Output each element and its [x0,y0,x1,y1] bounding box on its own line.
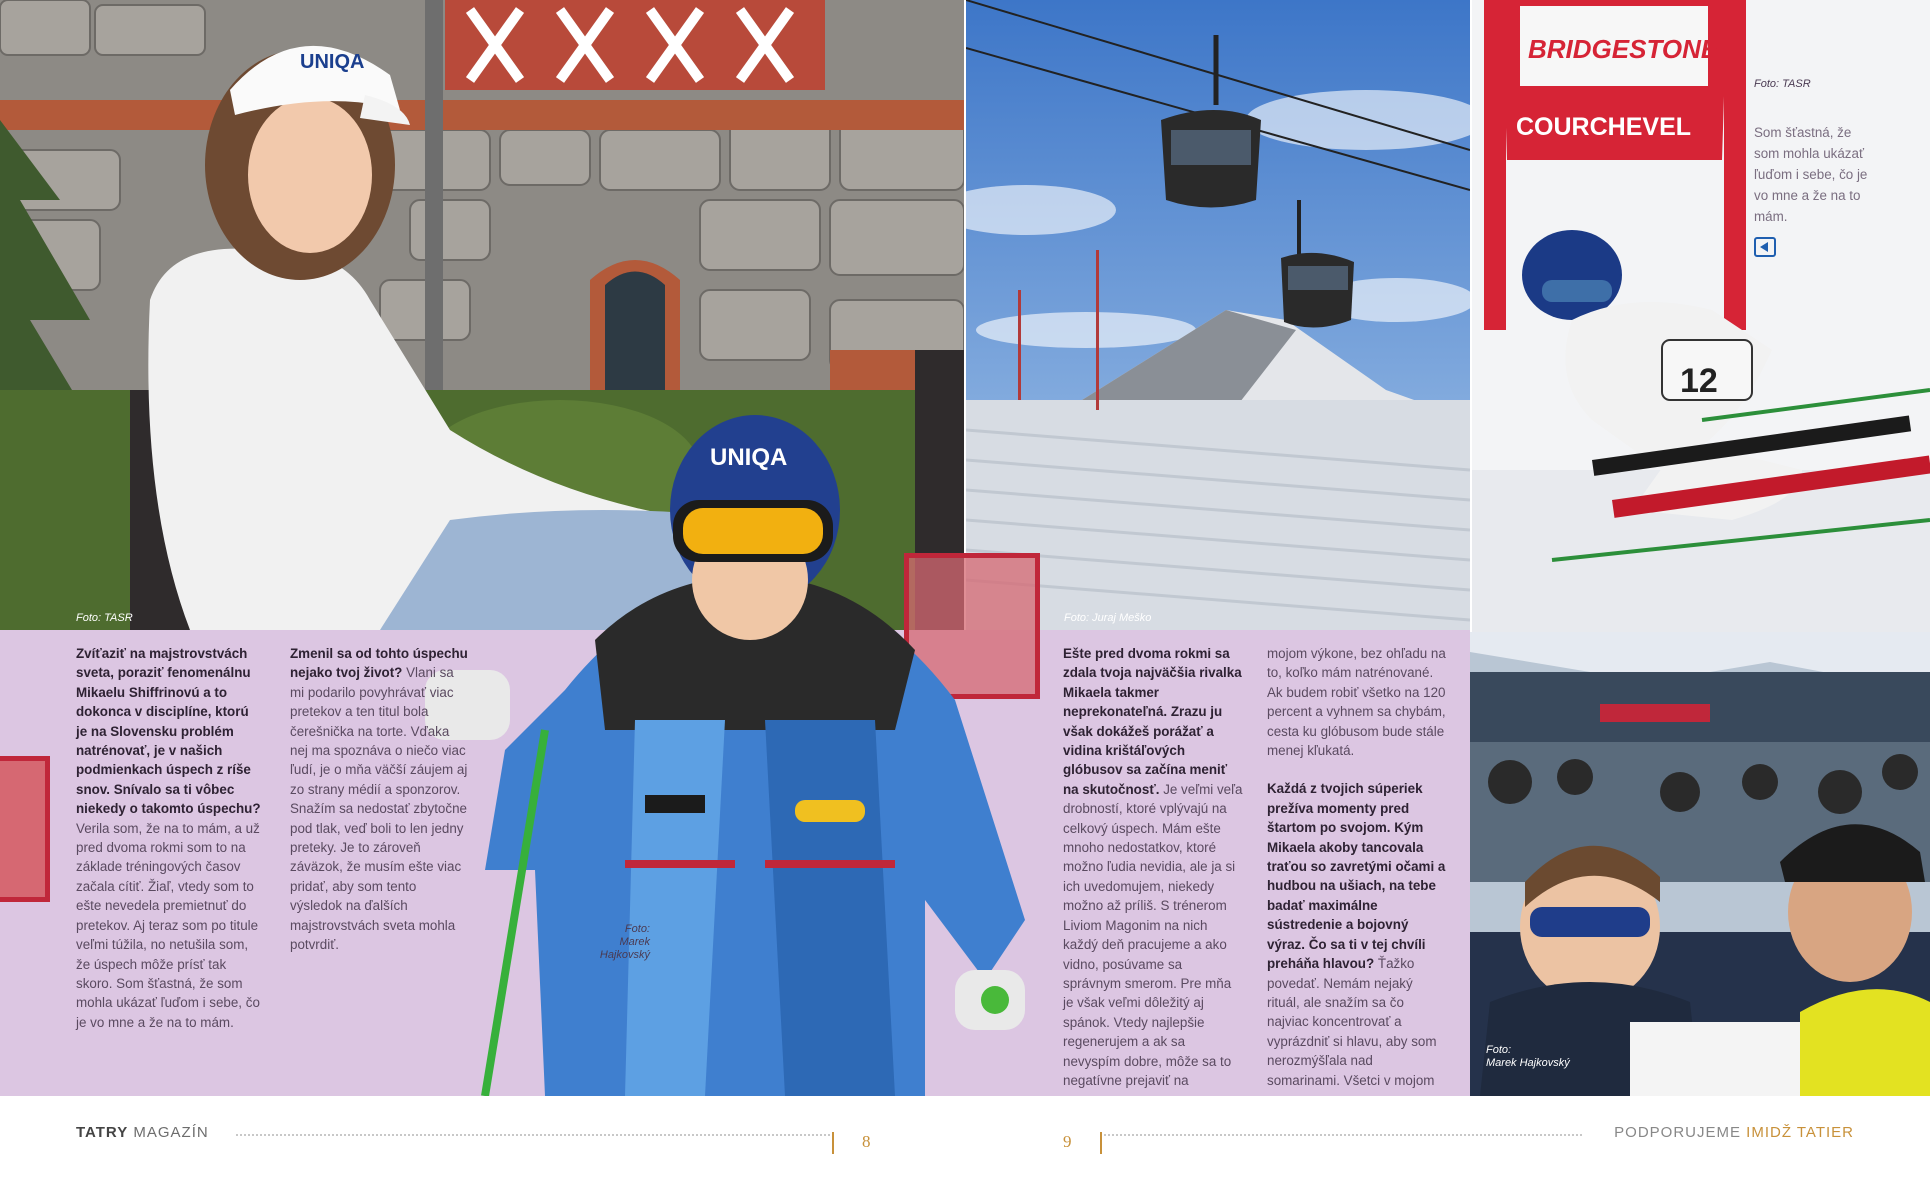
interview-question-2: Zmenil sa od tohto úspechu nejako tvoj život? [290,646,468,681]
svg-text:UNIQA: UNIQA [710,444,788,471]
photo-credit-mh-right: Foto: Marek Hajkovský [1486,1044,1570,1069]
photo-racing-skier [1472,0,1930,632]
skier-jacket-illustration [425,400,1065,1096]
red-accent-left [0,756,50,902]
photo-credit-tasr-left: Foto: TASR [76,612,133,624]
interview-answer-4: Ťažko povedať. Nemám nejaký rituál, ale snažím sa čo najviac koncentrovať a vyprázdniť si hlavu, aby som nerozmýšľala nad somarinami. Všetci v mojom [1267,956,1437,1088]
footer-dots-right [1104,1134,1582,1136]
interview-answer-1: Verila som, že na to mám, a už pred dvoma rokmi som to na základe tréningových časov začala cítiť. Žiaľ, vtedy som to ešte nevedela premietnuť do pretekov. Aj teraz som po titule veľmi túžila, no netušila som, že úspech môže prísť tak skoro. Som šťastná, že som mohla ukázať ľuďom i sebe, čo je vo mne a že na to mám. [76,820,260,1030]
interview-answer-3: Je veľmi veľa drobností, ktoré vplývajú na celkový úspech. Mám ešte mnoho nedostatkov, ktoré možno ľudia nevidia, ale ja si ich uvedomujem, niekedy možno až príliš. S trénerom Liviom Magonim na nich každý deň pracujeme a ako vidno, posúvame sa správnym smerom. Pre mňa je však veľmi dôležitý aj spánok. Vtedy najlepšie regenerujem a ak sa nevyspím dobre, môže sa to negatívne prejaviť na [1063,781,1243,1088]
interview-answer-3-cont: mojom výkone, bez ohľadu na to, koľko mám natrénované. Ak budem robiť všetko na 120 percent a vyhnem sa chybám, cesta ku glóbusom bude stále menej kľukatá. [1267,646,1446,759]
magazine-brand [76,1124,209,1141]
page-divider-left [832,1132,834,1154]
photo-skier-jacket [425,400,1065,1096]
slogan-part-a: PODPORUJEME [1614,1124,1747,1141]
page-number-right: 9 [1063,1132,1072,1151]
article-column-3 [1063,644,1243,1090]
svg-text:UNIQA: UNIQA [300,51,365,73]
article-column-1 [76,644,262,1032]
page-divider-right [1100,1132,1102,1154]
svg-text:BRIDGESTONE: BRIDGESTONE [1528,34,1719,64]
pull-quote: Som šťastná, že som mohla ukázať ľuďom i sebe, čo je vo mne a že na to mám. [1754,125,1868,224]
racing-illustration [1472,0,1930,632]
footer-slogan [1614,1124,1854,1141]
crowd-illustration [1470,632,1930,1096]
photo-crowd [1470,632,1930,1096]
slogan-part-b: IMIDŽ TATIER [1746,1124,1854,1141]
interview-answer-2: Vlani sa mi podarilo povyhrávať viac pretekov a ten titul bola čerešnička na torte. Vďaka nej ma spoznávа o niečo viac ľudí, je o mňa väčší záujem aj zo strany médií a sponzorov. Snažím sa nedostať zbytočne pod tlak, veď boli to len jedny preteky. Je to zároveň záväzok, že musím ešte viac pridať, aby som tento výsledok na ďalších majstrovstvách sveta mohla potvrdiť. [290,665,468,953]
brand-bold: TATRY [76,1124,129,1141]
footer-dots-left [236,1134,830,1136]
photo-credit-tasr-right: Foto: TASR [1754,78,1811,90]
interview-question-3: Ešte pred dvoma rokmi sa zdala tvoja najväčšia rivalka Mikaela takmer neprekonateľná. Zrazu ju však dokážeš porážať a vidina krištáľových glóbusov sa začína meniť na skutočnosť. [1063,646,1242,797]
article-column-2 [290,644,470,955]
page-number-left: 8 [862,1132,871,1151]
svg-text:12: 12 [1680,362,1718,400]
article-column-4 [1267,644,1447,1090]
photo-credit-mh-center: Foto: Marek Hajkovský [599,923,650,961]
photo-credit-jm: Foto: Juraj Meško [1064,612,1152,624]
back-arrow-icon[interactable] [1754,237,1776,257]
interview-question-1: Zvíťaziť na majstrovstvách sveta, poraziť fenomenálnu Mikaelu Shiffrinovú a to dokonca v disciplíne, ktorú je na Slovensku problém natrénovať, je v našich podmienkach úspech z ríše snov. Snívalo sa ti vôbec niekedy o takomto úspechu? [76,646,261,817]
interview-question-4: Každá z tvojich súperiek prežíva momenty pred štartom po svojom. Kým Mikaela akoby tancovala traťou so zavretými očami a hudbou na ušiach, na tebe badať maximálne sústredenie a bojovný výraz. Čo sa ti v tej chvíli preháňa hlavou? [1267,781,1446,972]
svg-text:COURCHEVEL: COURCHEVEL [1516,113,1692,141]
brand-rest: MAGAZÍN [128,1124,209,1141]
